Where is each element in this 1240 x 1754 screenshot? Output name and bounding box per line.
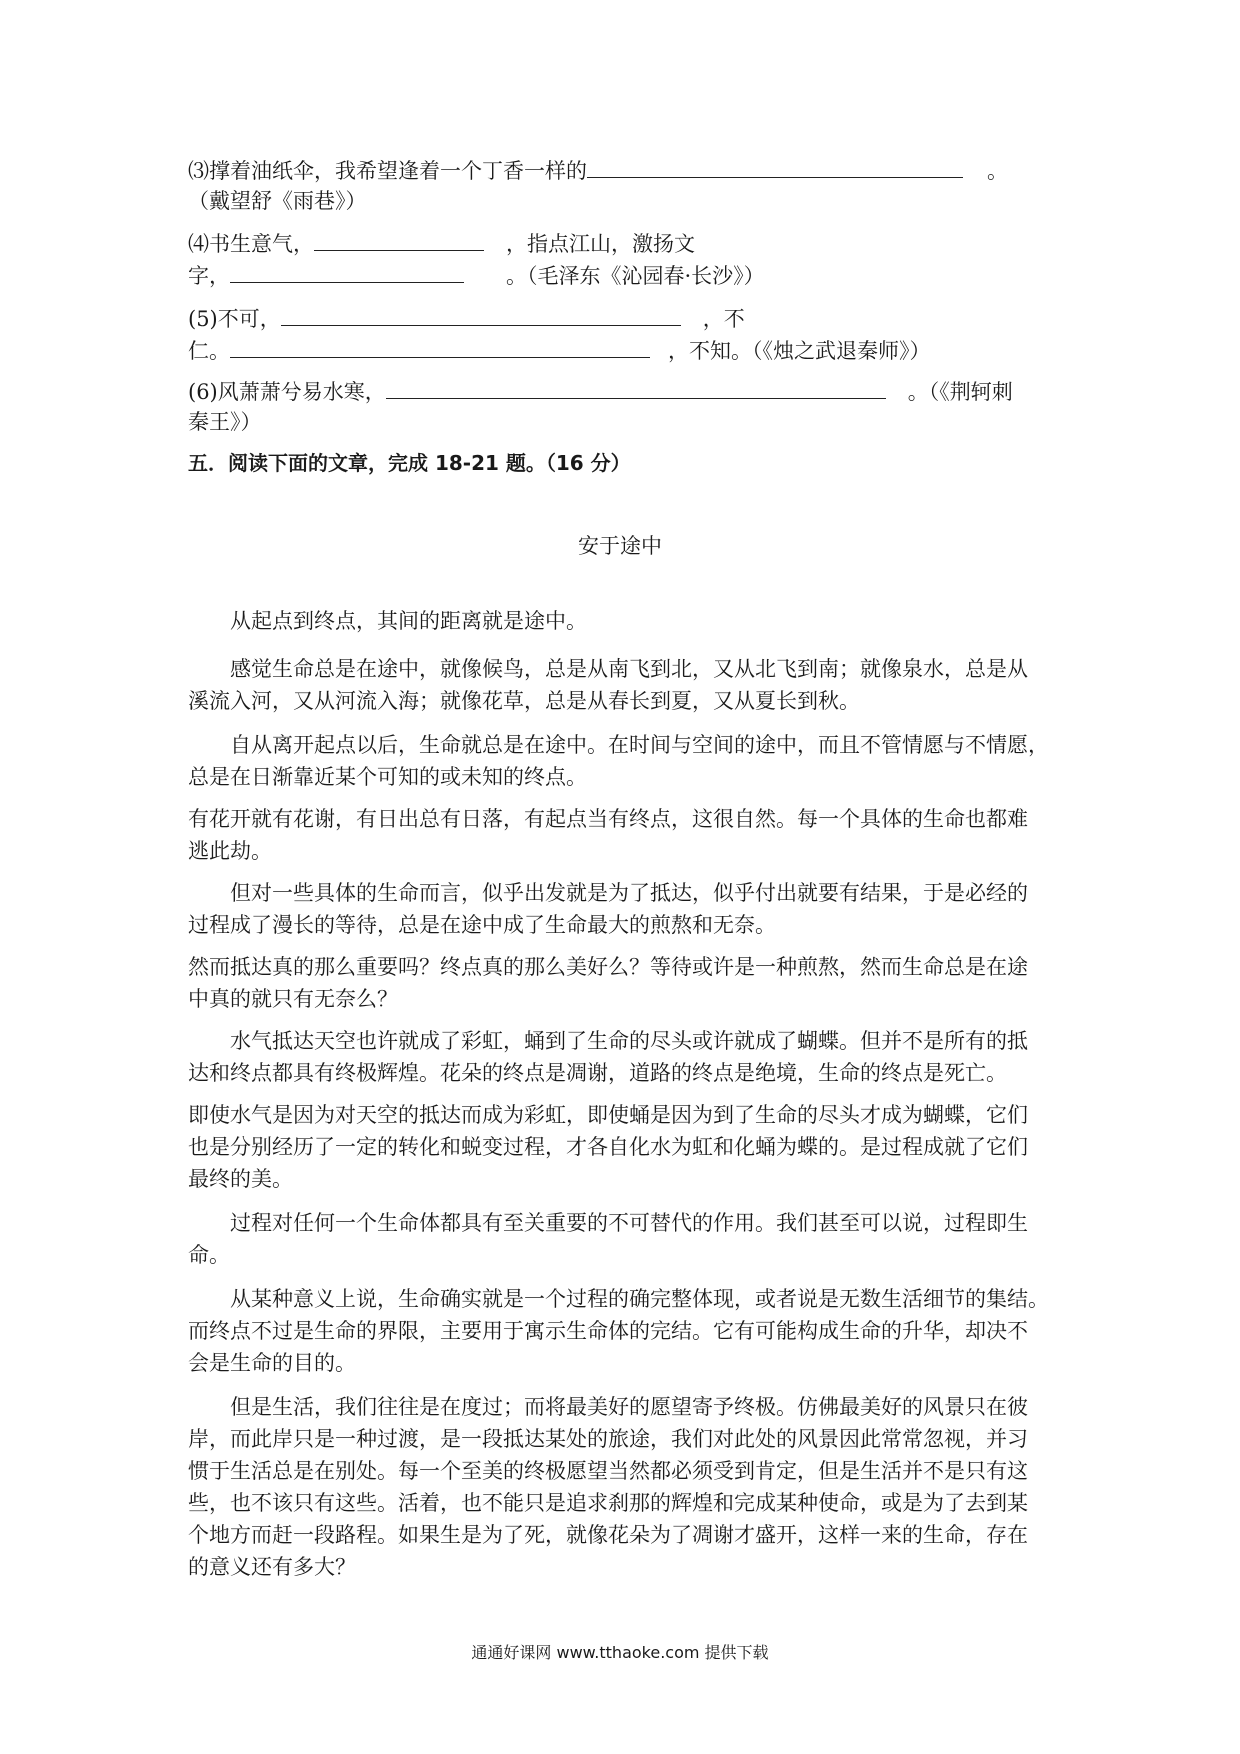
question-4-line-1 — [188, 230, 695, 257]
article-line: 的意义还有多大？ — [188, 1555, 356, 1579]
article-line: 而终点不过是生命的界限，主要用于寓示生命体的完结。它有可能构成生命的升华，却决不 — [188, 1319, 1028, 1343]
question-3-line-2 — [188, 188, 367, 214]
question-4-line2-end: 。（毛泽东《沁园春·长沙》） — [506, 264, 765, 288]
question-3-end: 。 — [987, 159, 1008, 183]
question-6-line-2 — [188, 409, 262, 435]
article-line: 命。 — [188, 1243, 230, 1267]
question-6-line2: 秦王》） — [188, 410, 262, 434]
article-line: 也是分别经历了一定的转化和蜕变过程，才各自化水为虹和化蛹为蝶的。是过程成就了它们 — [188, 1135, 1028, 1159]
article-line: 过程对任何一个生命体都具有至关重要的不可替代的作用。我们甚至可以说，过程即生 — [230, 1211, 1028, 1235]
section-heading: 五．阅读下面的文章，完成 18-21 题。（16 分） — [188, 451, 631, 475]
article-title: 安于途中 — [578, 534, 662, 558]
answer-blank-6[interactable] — [386, 378, 886, 399]
question-3-source: （戴望舒《雨巷》） — [188, 189, 367, 213]
question-4-middle: ，指点江山，激扬文 — [506, 232, 695, 256]
answer-blank-4b[interactable] — [230, 262, 464, 283]
article-line: 达和终点都具有终极辉煌。花朵的终点是凋谢，道路的终点是绝境，生命的终点是死亡。 — [188, 1061, 1007, 1085]
article-line: 从起点到终点，其间的距离就是途中。 — [230, 609, 587, 633]
answer-blank-3[interactable] — [587, 157, 963, 178]
question-6-prefix: (6)风萧萧兮易水寒， — [188, 380, 386, 404]
article-line: 中真的就只有无奈么？ — [188, 987, 398, 1011]
question-4-line2-prefix: 字， — [188, 264, 230, 288]
answer-blank-4a[interactable] — [314, 230, 484, 251]
answer-blank-5a[interactable] — [281, 305, 681, 326]
question-5-line-2 — [188, 337, 931, 364]
article-line: 感觉生命总是在途中，就像候鸟，总是从南飞到北，又从北飞到南；就像泉水，总是从 — [230, 657, 1028, 681]
article-line: 惯于生活总是在别处。每一个至美的终极愿望当然都必须受到肯定，但是生活并不是只有这 — [188, 1459, 1028, 1483]
question-3-prefix: ⑶撑着油纸伞，我希望逢着一个丁香一样的 — [188, 159, 587, 183]
article-line: 即使水气是因为对天空的抵达而成为彩虹，即使蛹是因为到了生命的尽头才成为蝴蝶，它们 — [188, 1103, 1028, 1127]
answer-blank-5b[interactable] — [230, 337, 650, 358]
question-4-line-2 — [188, 262, 765, 289]
article-line: 总是在日渐靠近某个可知的或未知的终点。 — [188, 765, 587, 789]
article-line: 从某种意义上说，生命确实就是一个过程的确完整体现，或者说是无数生活细节的集结。 — [230, 1287, 1049, 1311]
article-line: 个地方而赶一段路程。如果生是为了死，就像花朵为了凋谢才盛开，这样一来的生命，存在 — [188, 1523, 1028, 1547]
article-line: 有花开就有花谢，有日出总有日落，有起点当有终点，这很自然。每一个具体的生命也都难 — [188, 807, 1028, 831]
article-line: 然而抵达真的那么重要吗？终点真的那么美好么？等待或许是一种煎熬，然而生命总是在途 — [188, 955, 1028, 979]
question-5-prefix: (5)不可， — [188, 307, 281, 331]
article-line: 逃此劫。 — [188, 839, 272, 863]
question-6-line-1 — [188, 378, 1013, 405]
article-line: 自从离开起点以后，生命就总是在途中。在时间与空间的途中，而且不管情愿与不情愿， — [230, 733, 1049, 757]
question-6-end: 。（《荆轲刺 — [907, 380, 1013, 404]
article-line: 会是生命的目的。 — [188, 1351, 356, 1375]
article-line: 水气抵达天空也许就成了彩虹，蛹到了生命的尽头或许就成了蝴蝶。但并不是所有的抵 — [230, 1029, 1028, 1053]
article-line: 岸，而此岸只是一种过渡，是一段抵达某处的旅途，我们对此处的风景因此常常忽视，并习 — [188, 1427, 1028, 1451]
article-line: 但对一些具体的生命而言，似乎出发就是为了抵达，似乎付出就要有结果，于是必经的 — [230, 881, 1028, 905]
article-line: 但是生活，我们往往是在度过；而将最美好的愿望寄予终极。仿佛最美好的风景只在彼 — [230, 1395, 1028, 1419]
question-5-line-1 — [188, 305, 745, 332]
question-5-line2-prefix: 仁。 — [188, 339, 230, 363]
article-line: 过程成了漫长的等待，总是在途中成了生命最大的煎熬和无奈。 — [188, 913, 776, 937]
article-line: 最终的美。 — [188, 1167, 293, 1191]
footer-credit: 通通好课网 www.tthaoke.com 提供下载 — [471, 1643, 769, 1662]
question-3-line-1 — [188, 157, 1008, 184]
question-5-line2-end: ，不知。（《烛之武退秦师》） — [668, 339, 931, 363]
question-5-middle: ，不 — [702, 307, 745, 331]
article-line: 溪流入河，又从河流入海；就像花草，总是从春长到夏，又从夏长到秋。 — [188, 689, 860, 713]
question-4-prefix: ⑷书生意气， — [188, 232, 314, 256]
article-line: 些，也不该只有这些。活着，也不能只是追求刹那的辉煌和完成某种使命，或是为了去到某 — [188, 1491, 1028, 1515]
